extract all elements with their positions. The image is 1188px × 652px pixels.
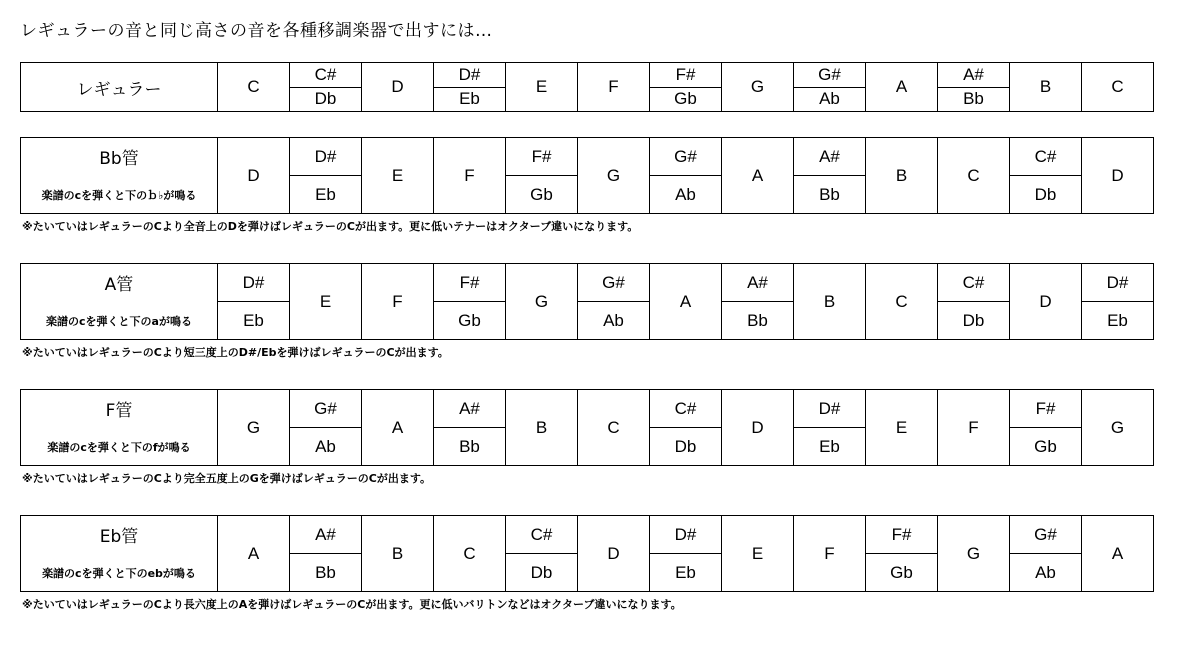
note-cell: G <box>938 516 1010 592</box>
note-cell: A <box>1082 516 1154 592</box>
note-cell-flat: Db <box>938 302 1010 340</box>
note-cell-flat: Bb <box>290 554 362 592</box>
note-cell: A <box>362 390 434 466</box>
note-cell-flat: Gb <box>1010 428 1082 466</box>
note-cell-sharp: D# <box>794 390 866 428</box>
note-cell: G <box>218 390 290 466</box>
note-cell: G <box>1082 390 1154 466</box>
note-cell-flat: Gb <box>866 554 938 592</box>
note-cell: E <box>722 516 794 592</box>
note-cell: B <box>794 264 866 340</box>
note-cell: A <box>218 516 290 592</box>
note-cell-flat: Ab <box>578 302 650 340</box>
instrument-description: 楽譜のcを弾くと下のaが鳴る <box>46 315 192 329</box>
note-cell-flat: Eb <box>218 302 290 340</box>
page-title: レギュラーの音と同じ高さの音を各種移調楽器で出すには… <box>20 21 493 41</box>
note-cell: C <box>434 516 506 592</box>
note-cell-flat: Db <box>650 428 722 466</box>
instrument-description: 楽譜のcを弾くと下のebが鳴る <box>42 567 196 581</box>
row-label <box>21 63 218 112</box>
note-cell: C <box>1082 63 1154 112</box>
note-cell: C <box>578 390 650 466</box>
instrument-name: F管 <box>105 401 133 422</box>
note-cell: A <box>866 63 938 112</box>
note-cell-flat: Ab <box>1010 554 1082 592</box>
note-cell-flat: Eb <box>1082 302 1154 340</box>
note-cell-sharp: C# <box>506 516 578 554</box>
note-cell-sharp: A# <box>938 63 1010 88</box>
note-cell-sharp: G# <box>1010 516 1082 554</box>
table-row-top <box>21 138 1154 176</box>
note-cell: D <box>362 63 434 112</box>
note-cell-sharp: G# <box>578 264 650 302</box>
instrument-description: 楽譜のcを弾くと下のｂ♭が鳴る <box>41 189 197 203</box>
note-cell-flat: Eb <box>650 554 722 592</box>
note-cell-flat: Ab <box>650 176 722 214</box>
note-cell: D <box>1010 264 1082 340</box>
note-cell: D <box>1082 138 1154 214</box>
note-cell: F <box>938 390 1010 466</box>
bb-footnote: ※たいていはレギュラーのCより全音上のDを弾けばレギュラーのCが出ます。更に低いテナーはオクターブ違いになります。 <box>22 220 639 233</box>
note-cell: F <box>794 516 866 592</box>
note-cell: E <box>362 138 434 214</box>
eb-footnote: ※たいていはレギュラーのCより長六度上のAを弾けばレギュラーのCが出ます。更に低いバリトンなどはオクターブ違いになります。 <box>22 598 682 611</box>
note-cell: C <box>218 63 290 112</box>
instrument-name: Eb管 <box>99 527 139 548</box>
row-sublabel <box>21 428 218 466</box>
row-sublabel <box>21 554 218 592</box>
note-cell: B <box>866 138 938 214</box>
note-cell-flat: Db <box>1010 176 1082 214</box>
note-cell: D <box>578 516 650 592</box>
note-cell-sharp: D# <box>650 516 722 554</box>
note-cell: A <box>650 264 722 340</box>
note-cell-flat: Gb <box>650 87 722 112</box>
note-cell: E <box>506 63 578 112</box>
instrument-name: Bb管 <box>99 149 139 170</box>
note-cell-sharp: A# <box>290 516 362 554</box>
note-cell: B <box>1010 63 1082 112</box>
note-cell: F <box>362 264 434 340</box>
note-cell-flat: Eb <box>290 176 362 214</box>
note-cell-flat: Ab <box>290 428 362 466</box>
note-cell: E <box>290 264 362 340</box>
row-label <box>21 516 218 554</box>
note-cell: B <box>362 516 434 592</box>
eb-instrument-table <box>20 515 1154 592</box>
note-cell-flat: Bb <box>434 428 506 466</box>
note-cell-flat: Bb <box>722 302 794 340</box>
note-cell-sharp: A# <box>434 390 506 428</box>
a-footnote: ※たいていはレギュラーのCより短三度上のD#/Ebを弾けばレギュラーのCが出ます。 <box>22 346 449 359</box>
table-row-bottom <box>21 302 1154 340</box>
regular-table <box>20 62 1154 112</box>
note-cell-flat: Ab <box>794 87 866 112</box>
note-cell-sharp: D# <box>434 63 506 88</box>
note-cell-sharp: F# <box>506 138 578 176</box>
row-label-text: レギュラー <box>76 79 162 100</box>
note-cell: D <box>218 138 290 214</box>
note-cell-sharp: F# <box>650 63 722 88</box>
note-cell-flat: Eb <box>794 428 866 466</box>
table-row-top <box>21 390 1154 428</box>
row-label <box>21 390 218 428</box>
note-cell-sharp: G# <box>650 138 722 176</box>
instrument-description: 楽譜のcを弾くと下のfが鳴る <box>47 441 191 455</box>
note-cell: F <box>578 63 650 112</box>
note-cell-flat: Eb <box>434 87 506 112</box>
note-cell-sharp: G# <box>290 390 362 428</box>
note-cell: G <box>578 138 650 214</box>
note-cell-flat: Db <box>506 554 578 592</box>
f-instrument-table <box>20 389 1154 466</box>
note-cell-flat: Gb <box>434 302 506 340</box>
a-instrument-table <box>20 263 1154 340</box>
table-row-top <box>21 516 1154 554</box>
note-cell-sharp: C# <box>938 264 1010 302</box>
note-cell-sharp: A# <box>722 264 794 302</box>
note-cell: G <box>722 63 794 112</box>
note-cell-sharp: C# <box>290 63 362 88</box>
table-row-top <box>21 264 1154 302</box>
row-sublabel <box>21 302 218 340</box>
row-label <box>21 264 218 302</box>
instrument-name: A管 <box>104 275 134 296</box>
note-cell: D <box>722 390 794 466</box>
note-cell: A <box>722 138 794 214</box>
note-cell-sharp: D# <box>1082 264 1154 302</box>
note-cell-sharp: G# <box>794 63 866 88</box>
note-cell-flat: Db <box>290 87 362 112</box>
note-cell: B <box>506 390 578 466</box>
f-footnote: ※たいていはレギュラーのCより完全五度上のGを弾けばレギュラーのCが出ます。 <box>22 472 431 485</box>
note-cell: C <box>866 264 938 340</box>
row-label <box>21 138 218 176</box>
note-cell-sharp: A# <box>794 138 866 176</box>
note-cell-flat: Gb <box>506 176 578 214</box>
note-cell-sharp: D# <box>290 138 362 176</box>
note-cell: G <box>506 264 578 340</box>
note-cell-flat: Bb <box>938 87 1010 112</box>
note-cell: F <box>434 138 506 214</box>
note-cell-sharp: D# <box>218 264 290 302</box>
bb-instrument-table <box>20 137 1154 214</box>
note-cell-flat: Bb <box>794 176 866 214</box>
note-cell-sharp: F# <box>1010 390 1082 428</box>
note-cell-sharp: C# <box>1010 138 1082 176</box>
note-cell: C <box>938 138 1010 214</box>
note-cell: E <box>866 390 938 466</box>
row-sublabel <box>21 176 218 214</box>
table-row-top <box>21 63 1154 88</box>
note-cell-sharp: F# <box>866 516 938 554</box>
note-cell-sharp: F# <box>434 264 506 302</box>
note-cell-sharp: C# <box>650 390 722 428</box>
